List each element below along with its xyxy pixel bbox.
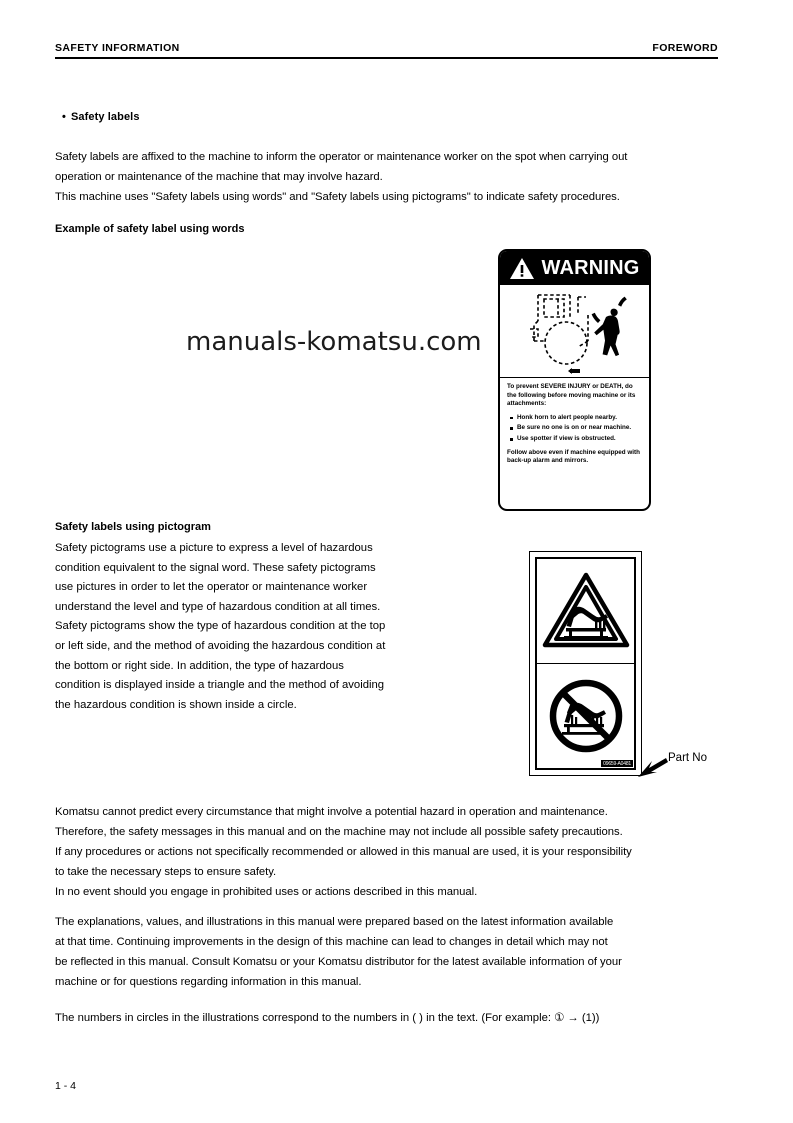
pictogram-line-5: Safety pictograms show the type of hazardous condition at the top: [55, 620, 386, 633]
pictogram-prohibition-cell: [537, 664, 634, 768]
disclaimer-line-1: Komatsu cannot predict every circumstance that might involve a potential hazard in operation and maintenance.: [55, 806, 608, 818]
warning-banner: [500, 251, 649, 285]
page-header: [55, 42, 718, 59]
watermark-text: manuals-komatsu.com: [186, 327, 482, 357]
pictogram-line-8: condition is displayed inside a triangle and the method of avoiding: [55, 679, 385, 692]
no-entry-prohibition-icon: [542, 675, 630, 757]
intro-line-1: Safety labels are affixed to the machine to inform the operator or maintenance worker on the spot when carrying out: [55, 151, 628, 163]
warning-triangle-icon: [509, 257, 535, 280]
disclaimer-line-4: to take the necessary steps to ensure safety.: [55, 866, 277, 878]
pictogram-line-3: use pictures in order to let the operator or maintenance worker: [55, 581, 368, 594]
page-footer: 1 - 4: [55, 1080, 77, 1092]
subheading-pictogram: Safety labels using pictogram: [55, 521, 211, 533]
pictogram-label-inner-frame: [535, 557, 636, 770]
bullet-dot-icon: •: [62, 111, 66, 123]
subheading-example-words: Example of safety label using words: [55, 223, 245, 235]
header-left-title: SAFETY INFORMATION: [55, 42, 180, 54]
header-row: [55, 42, 718, 54]
safety-labels-bullet-heading: [62, 111, 140, 123]
warning-label-illustration: [498, 249, 651, 511]
warning-lead-text: To prevent SEVERE INJURY or DEATH, do the following before moving machine or its attachments:: [507, 383, 636, 408]
warning-body-text: [500, 378, 649, 472]
intro-paragraph: [55, 147, 723, 207]
explanations-line-3: be reflected in this manual. Consult Komatsu or your Komatsu distributor for the latest available information of your: [55, 956, 622, 968]
pictogram-line-7: the bottom or right side. In addition, the type of hazardous: [55, 659, 344, 672]
machine-backing-over-person-icon: [500, 285, 649, 377]
header-divider: [55, 57, 718, 59]
part-no-callout-label: Part No: [668, 752, 707, 764]
pictogram-line-4: understand the level and type of hazardous condition at all times.: [55, 600, 381, 613]
disclaimer-paragraph: [55, 802, 723, 902]
warning-bullet-item: Use spotter if view is obstructed.: [517, 435, 642, 444]
disclaimer-line-2: Therefore, the safety messages in this manual and on the machine may not include all possible safety precautions.: [55, 826, 623, 838]
warning-pictogram-graphic: [500, 285, 649, 378]
pictogram-line-1: Safety pictograms use a picture to express a level of hazardous: [55, 542, 373, 554]
pictogram-paragraph: [55, 539, 441, 715]
warning-bullet-item: Honk horn to alert people nearby.: [517, 414, 642, 423]
disclaimer-line-3: If any procedures or actions not specifically recommended or allowed in this manual are used, it is your responsibility: [55, 846, 632, 858]
warning-signal-word: WARNING: [541, 256, 640, 279]
bullet-heading-label: Safety labels: [71, 111, 140, 123]
explanations-line-2: at that time. Continuing improvements in the design of this machine can lead to changes in detail which may not: [55, 936, 608, 948]
intro-line-3: This machine uses "Safety labels using words" and "Safety labels using pictograms" to indicate safety procedures.: [55, 191, 620, 203]
circled-numbers-paragraph: [55, 1008, 723, 1028]
pictogram-label-illustration: [529, 551, 642, 776]
pictogram-line-2: condition equivalent to the signal word. These safety pictograms: [55, 561, 376, 574]
explanations-paragraph: [55, 912, 723, 992]
warning-bullet-item: Be sure no one is on or near machine.: [517, 424, 642, 433]
intro-line-2: operation or maintenance of the machine that may involve hazard.: [55, 171, 383, 183]
explanations-line-1: The explanations, values, and illustrations in this manual were prepared based on the latest information available: [55, 916, 614, 928]
pictogram-line-9: the hazardous condition is shown inside a circle.: [55, 698, 297, 711]
pictogram-line-6: or left side, and the method of avoiding the hazardous condition at: [55, 639, 386, 652]
circled-numbers-line-1: The numbers in circles in the illustrations correspond to the numbers in ( ) in the text. (For example: ① → (1)): [55, 1012, 600, 1024]
warning-closing-text: Follow above even if machine equipped with back-up alarm and mirrors.: [507, 448, 640, 465]
header-right-title: FOREWORD: [652, 42, 718, 54]
part-number-tag: 09659-A0481: [603, 760, 631, 767]
warning-bullet-list: [507, 414, 642, 444]
disclaimer-line-5: In no event should you engage in prohibited uses or actions described in this manual.: [55, 886, 478, 898]
pictogram-hazard-cell: [537, 559, 634, 664]
crush-hazard-triangle-icon: [542, 571, 630, 651]
part-no-arrow-icon: [636, 755, 670, 781]
explanations-line-4: machine or for questions regarding information in this manual.: [55, 976, 362, 988]
